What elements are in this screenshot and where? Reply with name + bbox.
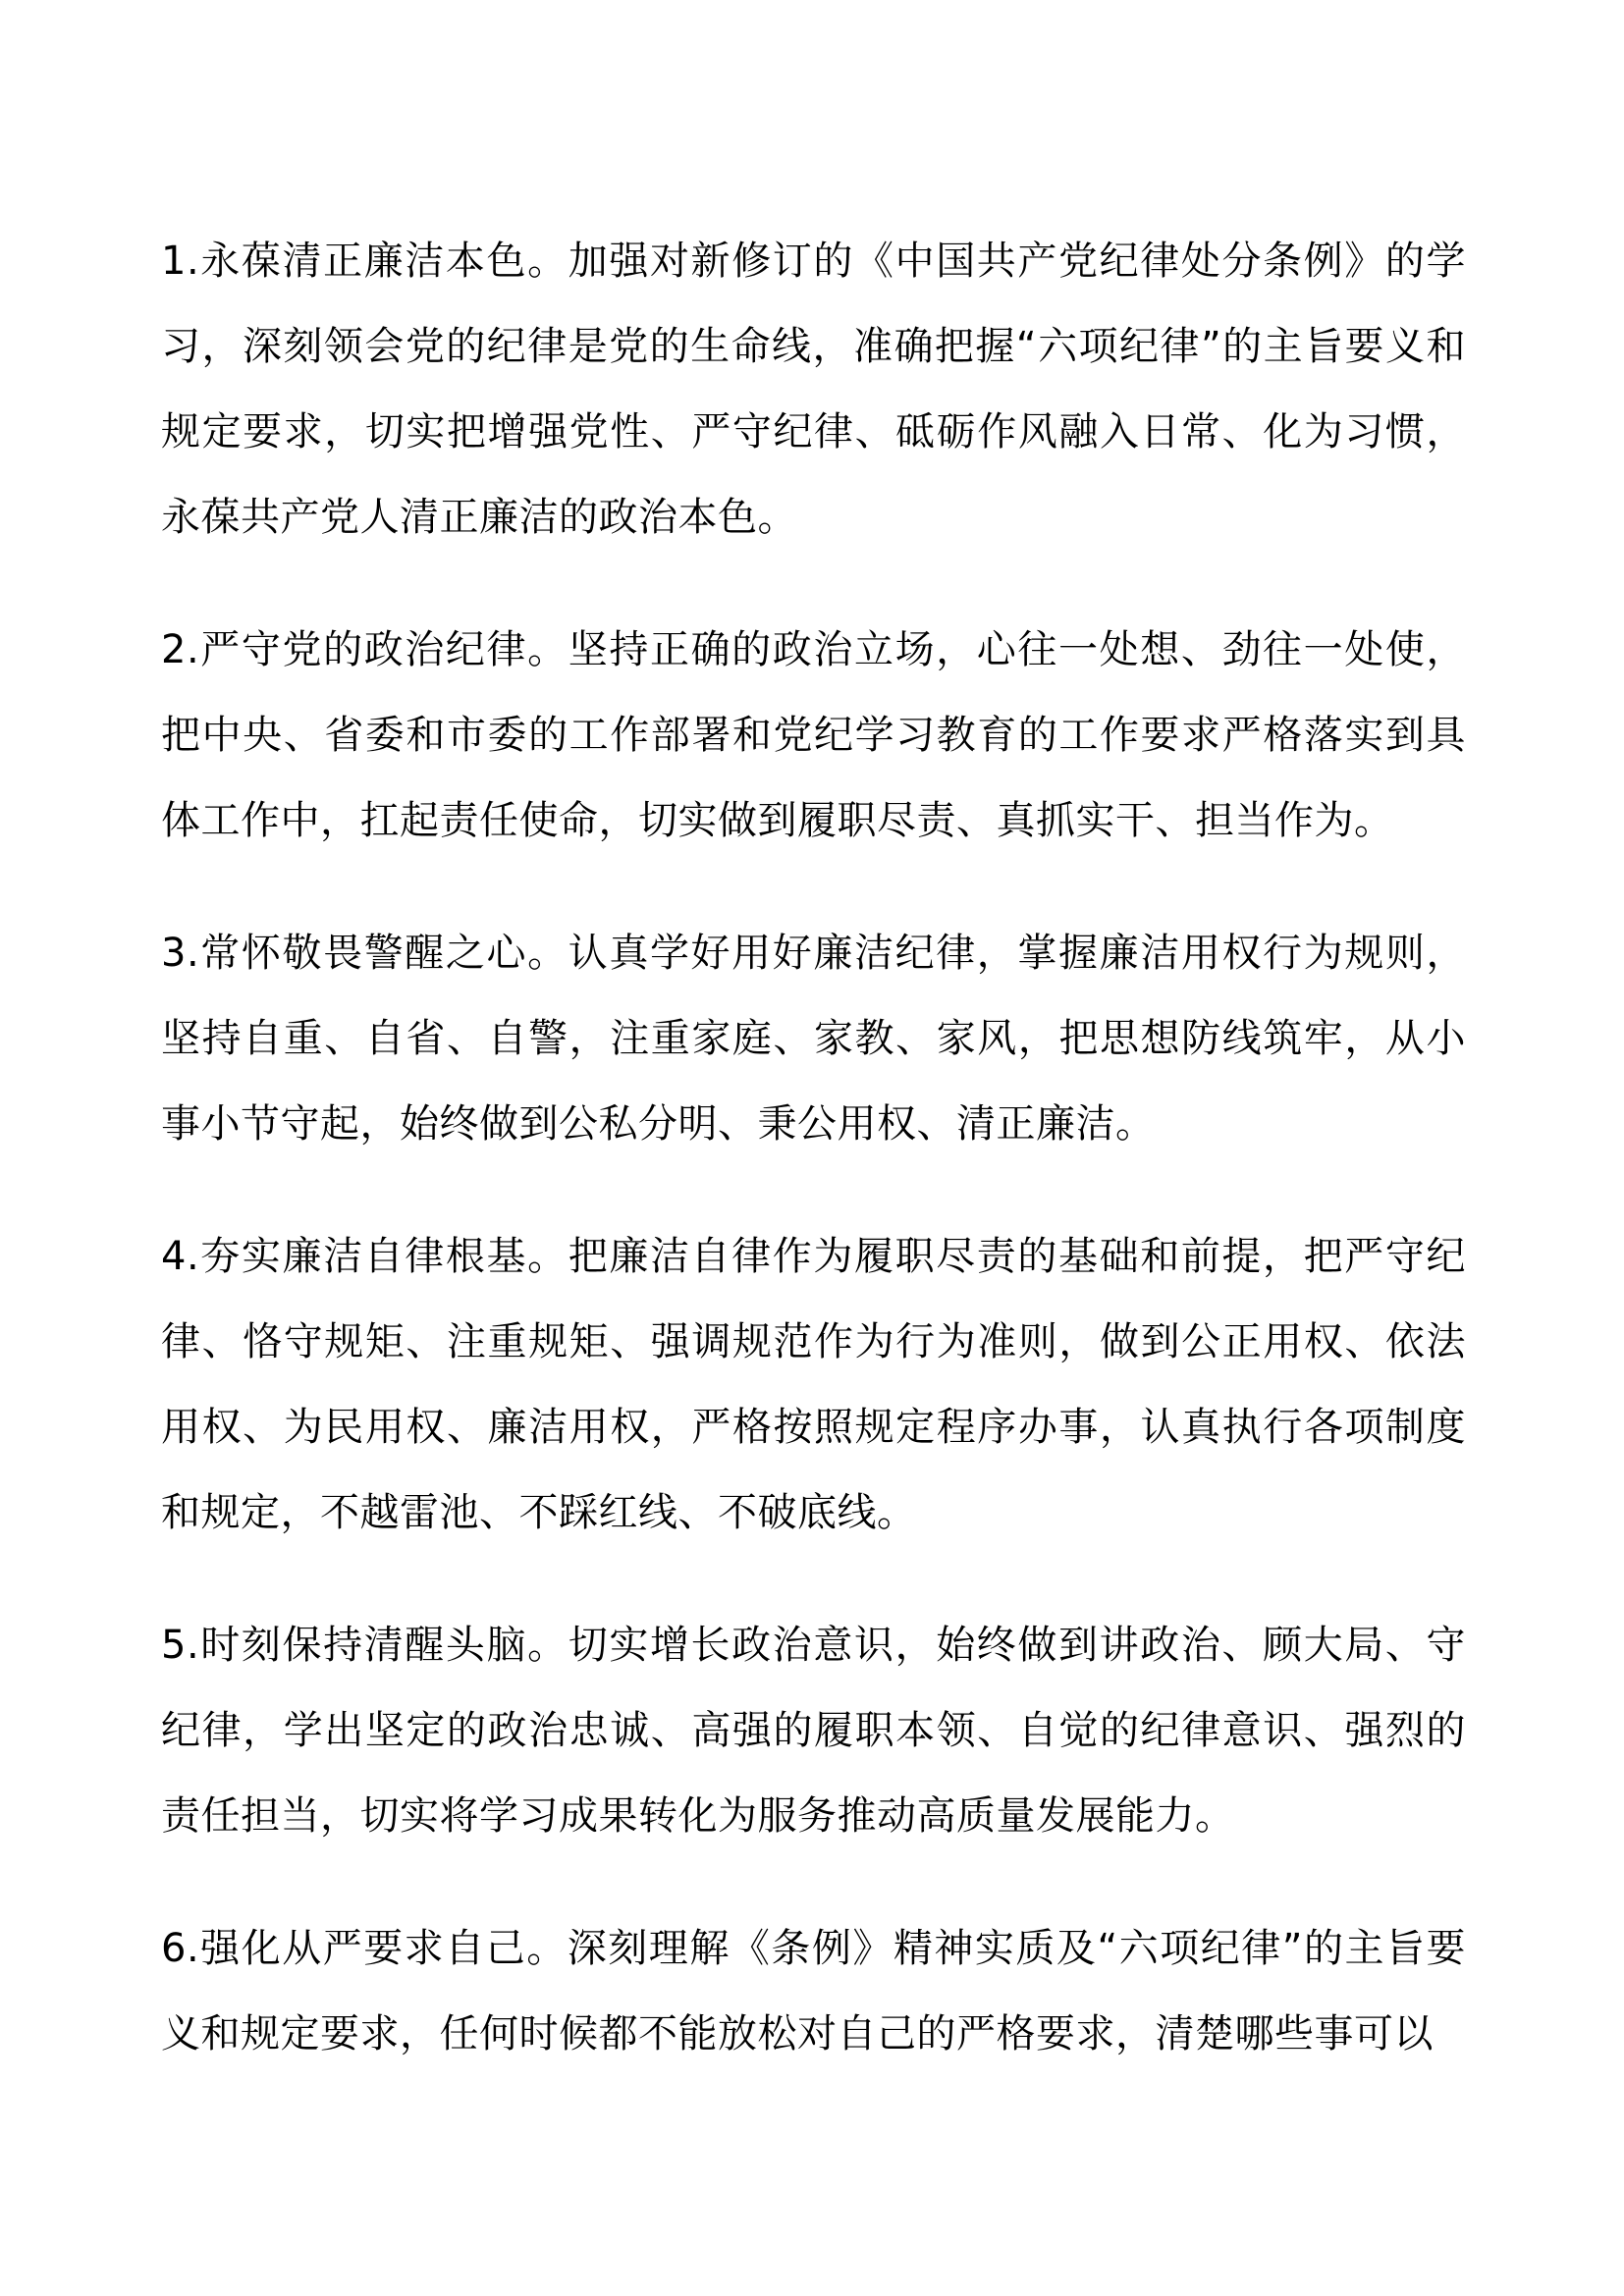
text-line: 1.永葆清正廉洁本色。加强对新修订的《中国共产党纪律处分条例》的学 xyxy=(161,239,1466,284)
text-line: 体工作中，扛起责任使命，切实做到履职尽责、真抓实干、担当作为。 xyxy=(161,798,1394,843)
text-line: 永葆共产党人清正廉洁的政治本色。 xyxy=(161,495,797,540)
text-line: 3.常怀敬畏警醒之心。认真学好用好廉洁纪律，掌握廉洁用权行为规则， xyxy=(161,931,1466,976)
document-body xyxy=(161,219,1466,2124)
paragraph xyxy=(161,911,1466,1167)
paragraph xyxy=(161,608,1466,864)
text-line: 规定要求，切实把增强党性、严守纪律、砥砺作风融入日常、化为习惯， xyxy=(161,409,1466,454)
text-line: 5.时刻保持清醒头脑。切实增长政治意识，始终做到讲政治、顾大局、守 xyxy=(161,1623,1466,1668)
text-line: 律、恪守规矩、注重规矩、强调规范作为行为准则，做到公正用权、依法 xyxy=(161,1319,1466,1364)
paragraph xyxy=(161,219,1466,561)
text-line: 事小节守起，始终做到公私分明、秉公用权、清正廉洁。 xyxy=(161,1101,1156,1147)
text-line: 6.强化从严要求自己。深刻理解《条例》精神实质及“六项纪律”的主旨要 xyxy=(161,1926,1466,1971)
paragraph xyxy=(161,1906,1466,2077)
text-line: 义和规定要求，任何时候都不能放松对自己的严格要求，清楚哪些事可以 xyxy=(161,2011,1434,2056)
paragraph xyxy=(161,1603,1466,1859)
text-line: 和规定，不越雷池、不踩红线、不破底线。 xyxy=(161,1490,917,1535)
text-line: 纪律，学出坚定的政治忠诚、高强的履职本领、自觉的纪律意识、强烈的 xyxy=(161,1708,1466,1753)
text-line: 4.夯实廉洁自律根基。把廉洁自律作为履职尽责的基础和前提，把严守纪 xyxy=(161,1234,1466,1279)
text-line: 坚持自重、自省、自警，注重家庭、家教、家风，把思想防线筑牢，从小 xyxy=(161,1016,1466,1061)
text-line: 责任担当，切实将学习成果转化为服务推动高质量发展能力。 xyxy=(161,1793,1235,1839)
text-line: 习，深刻领会党的纪律是党的生命线，准确把握“六项纪律”的主旨要义和 xyxy=(161,324,1466,369)
text-line: 2.严守党的政治纪律。坚持正确的政治立场，心往一处想、劲往一处使， xyxy=(161,627,1466,672)
text-line: 用权、为民用权、廉洁用权，严格按照规定程序办事，认真执行各项制度 xyxy=(161,1405,1466,1450)
text-line: 把中央、省委和市委的工作部署和党纪学习教育的工作要求严格落实到具 xyxy=(161,713,1466,758)
paragraph xyxy=(161,1214,1466,1556)
